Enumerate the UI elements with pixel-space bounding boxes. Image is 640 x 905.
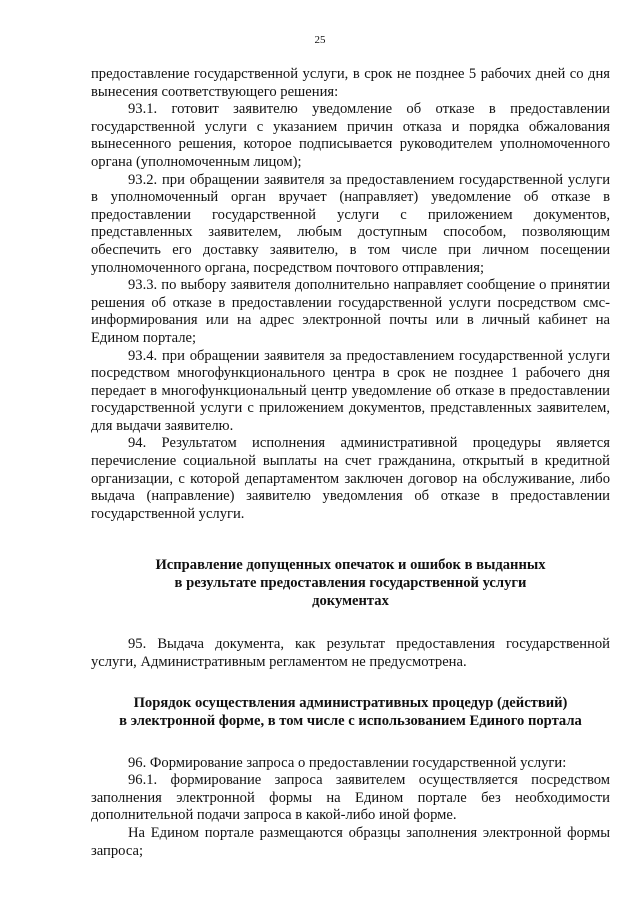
document-body xyxy=(91,66,610,860)
paragraph-93-3: 93.3. по выбору заявителя дополнительно направляет сообщение о принятии решения об отказе в предоставлении государственной услуги посредством смс-информирования или на адрес электронной почты или в личный кабинет на Едином портале; xyxy=(91,277,610,346)
paragraph-continuation: предоставление государственной услуги, в срок не позднее 5 рабочих дней со дня вынесения соответствующего решения: xyxy=(91,66,610,100)
heading-line: Исправление допущенных опечаток и ошибок в выданных xyxy=(155,557,546,574)
paragraph-95: 95. Выдача документа, как результат предоставления государственной услуги, Административным регламентом не предусмотрена. xyxy=(91,636,610,670)
paragraph-93-4: 93.4. при обращении заявителя за предоставлением государственной услуги посредством многофункционального центра в срок не позднее 1 рабочего дня передает в многофункциональный центр уведомление об отказе в предоставлении государственной услуги с приложением документов, представленных заявителем, для выдачи заявителю. xyxy=(91,347,610,434)
heading-line: документах xyxy=(312,592,389,609)
page-number: 25 xyxy=(314,34,326,46)
paragraph-samples: На Едином портале размещаются образцы заполнения электронной формы запроса; xyxy=(91,824,610,859)
paragraph-96: 96. Формирование запроса о предоставлении государственной услуги: xyxy=(128,754,567,771)
paragraph-93-1: 93.1. готовит заявителю уведомление об отказе в предоставлении государственной услуги с указанием причин отказа и порядка обжалования вынесенного решения, которое подписывается руководителем уполномоченного органа (уполномоченным лицом); xyxy=(91,101,610,170)
paragraph-93-2: 93.2. при обращении заявителя за предоставлением государственной услуги в уполномоченный орган вручает (направляет) уведомление об отказе в предоставлении государственной услуги с приложением документов, представленных заявителем, любым доступным способом, позволяющим обеспечить его доставку заявителю, в том числе при личном посещении уполномоченного органа, посредством почтового отправления; xyxy=(91,171,610,276)
section-heading-electronic-procedures xyxy=(91,695,610,730)
heading-line: в результате предоставления государственной услуги xyxy=(174,575,527,592)
section-heading-corrections xyxy=(91,557,610,610)
paragraph-96-1: 96.1. формирование запроса заявителем осуществляется посредством заполнения электронной формы на Едином портале без необходимости дополнительной подачи запроса в какой-либо иной форме. xyxy=(91,772,610,824)
heading-line: Порядок осуществления административных процедур (действий) xyxy=(133,695,568,712)
paragraph-94: 94. Результатом исполнения административной процедуры является перечисление социальной выплаты на счет гражданина, открытый в кредитной организации, с которой департаментом заключен договор на обслуживание, либо выдача (направление) заявителю уведомления об отказе в предоставлении государственной услуги. xyxy=(91,435,610,522)
heading-line: в электронной форме, в том числе с использованием Единого портала xyxy=(119,713,582,729)
